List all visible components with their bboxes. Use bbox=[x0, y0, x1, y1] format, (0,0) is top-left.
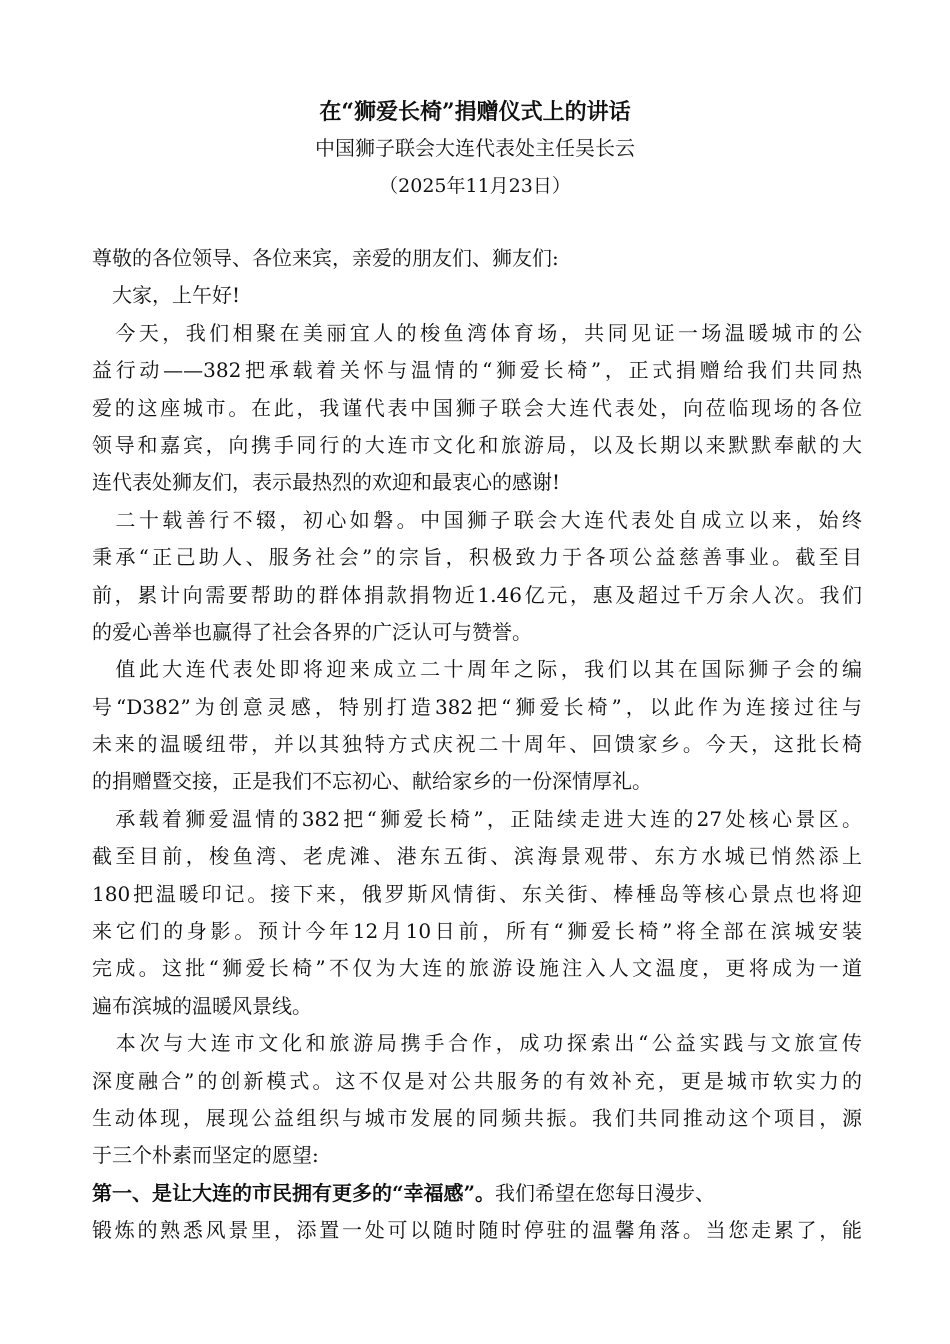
paragraph-line: 未来的温暖纽带，并以其独特方式庆祝二十周年、回馈家乡。今天，这批长椅 bbox=[92, 732, 862, 757]
greeting-line: 大家，上午好! bbox=[92, 283, 241, 308]
paragraph-line: 深度融合”的创新模式。这不仅是对公共服务的有效补充，更是城市软实力的 bbox=[92, 1068, 862, 1093]
paragraph-line: 于三个朴素而坚定的愿望: bbox=[92, 1143, 319, 1168]
paragraph-line: 完成。这批“狮爱长椅”不仅为大连的旅游设施注入人文温度，更将成为一道 bbox=[92, 956, 862, 981]
point-one-line bbox=[92, 1175, 862, 1212]
paragraph-line: 爱的这座城市。在此，我谨代表中国狮子联会大连代表处，向莅临现场的各位 bbox=[92, 395, 862, 420]
speech-date: （2025年11月23日） bbox=[379, 175, 571, 197]
paragraph-line: 180把温暖印记。接下来，俄罗斯风情街、东关街、棒棰岛等核心景点也将迎 bbox=[92, 881, 862, 906]
paragraph-line: 的爱心善举也赢得了社会各界的广泛认可与赞誉。 bbox=[92, 619, 532, 644]
paragraph-line: 益行动——382把承载着关怀与温情的“狮爱长椅”，正式捐赠给我们共同热 bbox=[92, 358, 862, 383]
speaker-line: 中国狮子联会大连代表处主任吴长云 bbox=[315, 136, 635, 160]
paragraph-line: 本次与大连市文化和旅游局携手合作，成功探索出“公益实践与文旅宣传 bbox=[92, 1031, 862, 1056]
salutation-line: 尊敬的各位领导、各位来宾，亲爱的朋友们、狮友们: bbox=[92, 246, 559, 270]
paragraph-line: 秉承“正己助人、服务社会”的宗旨，积极致力于各项公益慈善事业。截至目 bbox=[92, 545, 862, 570]
paragraph-line: 今天，我们相聚在美丽宜人的梭鱼湾体育场，共同见证一场温暖城市的公 bbox=[92, 320, 862, 345]
paragraph-line: 前，累计向需要帮助的群体捐款捐物近1.46亿元，惠及超过千万余人次。我们 bbox=[92, 582, 862, 607]
point-one-text: 我们希望在您每日漫步、 bbox=[495, 1180, 716, 1205]
document-title: 在“狮爱长椅”捐赠仪式上的讲话 bbox=[319, 99, 631, 125]
point-one-heading: 第一、是让大连的市民拥有更多的“幸福感”。 bbox=[92, 1180, 496, 1205]
paragraph-line: 生动体现，展现公益组织与城市发展的同频共振。我们共同推动这个项目，源 bbox=[92, 1105, 862, 1130]
paragraph-line: 截至目前，梭鱼湾、老虎滩、港东五街、滨海景观带、东方水城已悄然添上 bbox=[92, 844, 862, 869]
paragraph-line: 领导和嘉宾，向携手同行的大连市文化和旅游局，以及长期以来默默奉献的大 bbox=[92, 432, 862, 457]
paragraph-line: 来它们的身影。预计今年12月10日前，所有“狮爱长椅”将全部在滨城安装 bbox=[92, 919, 862, 944]
paragraph-line: 锻炼的熟悉风景里，添置一处可以随时随时停驻的温馨角落。当您走累了，能 bbox=[92, 1218, 862, 1243]
paragraph-line: 承载着狮爱温情的382把“狮爱长椅”，正陆续走进大连的27处核心景区。 bbox=[92, 806, 862, 831]
paragraph-line: 值此大连代表处即将迎来成立二十周年之际，我们以其在国际狮子会的编 bbox=[92, 657, 862, 682]
paragraph-line: 连代表处狮友们，表示最热烈的欢迎和最衷心的感谢! bbox=[92, 470, 561, 495]
paragraph-line: 遍布滨城的温暖风景线。 bbox=[92, 993, 312, 1018]
paragraph-line: 二十载善行不辍，初心如磐。中国狮子联会大连代表处自成立以来，始终 bbox=[92, 507, 862, 532]
paragraph-line: 号“D382”为创意灵感，特别打造382把“狮爱长椅”，以此作为连接过往与 bbox=[92, 694, 862, 719]
speech-body bbox=[92, 240, 862, 1250]
paragraph-line: 的捐赠暨交接，正是我们不忘初心、献给家乡的一份深情厚礼。 bbox=[92, 769, 652, 794]
